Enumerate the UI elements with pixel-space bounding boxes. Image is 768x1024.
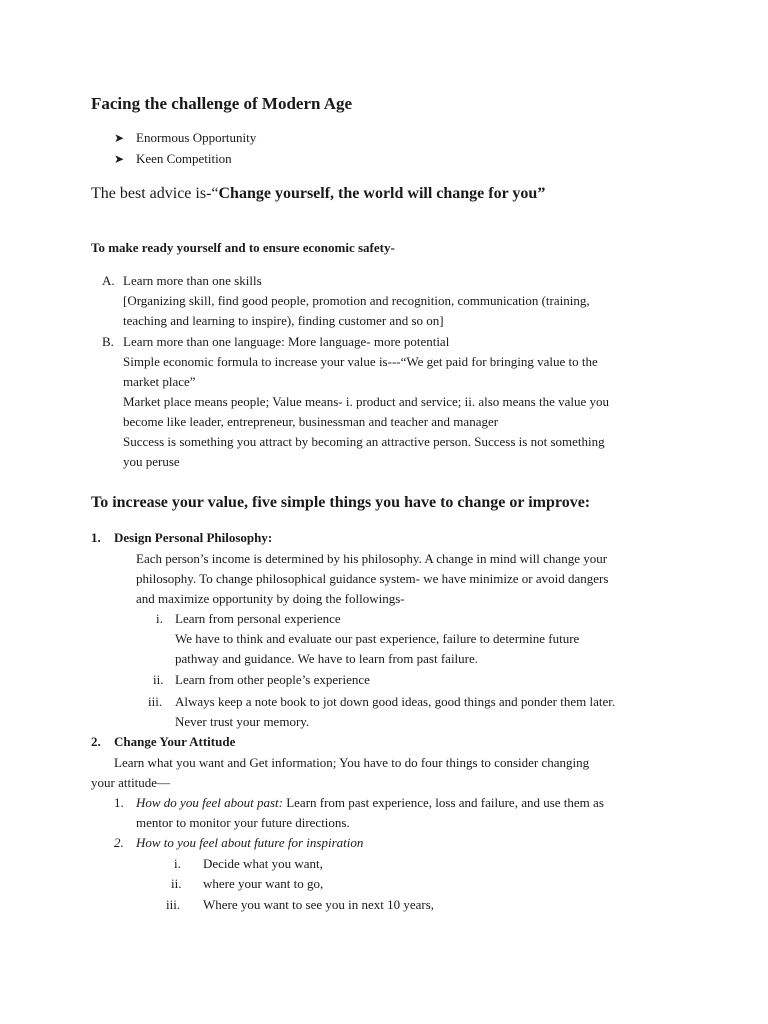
roman-marker: i. bbox=[156, 611, 163, 626]
list-marker: 1. bbox=[91, 530, 101, 545]
sub-sub-item: where your want to go, bbox=[203, 876, 324, 891]
paragraph-line: your attitude— bbox=[91, 775, 171, 790]
advice-quote: Change yourself, the world will change for you” bbox=[218, 185, 546, 202]
list-marker: 1. bbox=[114, 795, 124, 810]
paragraph-line: philosophy. To change philosophical guidance system- we have minimize or avoid dangers bbox=[136, 571, 609, 586]
section-heading: To increase your value, five simple things you have to change or improve: bbox=[91, 494, 591, 511]
arrow-bullet-icon: ➤ bbox=[114, 152, 125, 166]
paragraph-line: Learn what you want and Get information; You have to do four things to consider changing bbox=[114, 755, 590, 770]
sub-item-line: mentor to monitor your future directions. bbox=[136, 815, 350, 830]
sub-item-line: Learn from other people’s experience bbox=[175, 672, 370, 687]
list-item-line: [Organizing skill, find good people, promotion and recognition, communication (training, bbox=[123, 293, 590, 308]
roman-marker: iii. bbox=[166, 897, 181, 912]
item-title: Design Personal Philosophy: bbox=[114, 530, 273, 545]
sub-sub-item: Decide what you want, bbox=[203, 856, 323, 871]
advice-prefix: The best advice is-“ bbox=[91, 185, 219, 202]
sub-item-line bbox=[136, 795, 604, 811]
paragraph-line: and maximize opportunity by doing the followings- bbox=[136, 591, 405, 606]
italic-lead: How do you feel about past: bbox=[136, 795, 283, 810]
sub-item-line: pathway and guidance. We have to learn from past failure. bbox=[175, 651, 479, 666]
list-marker: A. bbox=[102, 273, 115, 288]
list-item-line: Simple economic formula to increase your value is---“We get paid for bringing value to the bbox=[123, 354, 598, 369]
list-item-line: Market place means people; Value means- i. product and service; ii. also means the value you bbox=[123, 394, 610, 409]
list-marker: 2. bbox=[91, 734, 101, 749]
bullet-item: Enormous Opportunity bbox=[136, 130, 257, 145]
list-item-line: Learn more than one skills bbox=[123, 273, 262, 288]
roman-marker: i. bbox=[174, 856, 181, 871]
section-heading: To make ready yourself and to ensure economic safety- bbox=[91, 240, 395, 255]
arrow-bullet-icon: ➤ bbox=[114, 131, 125, 145]
paragraph-line: Each person’s income is determined by his philosophy. A change in mind will change your bbox=[136, 551, 608, 566]
sub-sub-item: Where you want to see you in next 10 years, bbox=[203, 897, 435, 912]
item-title: Change Your Attitude bbox=[114, 734, 236, 749]
sub-item-line: How to you feel about future for inspiration bbox=[136, 835, 364, 850]
list-marker: B. bbox=[102, 334, 114, 349]
list-item-line: Learn more than one language: More language- more potential bbox=[123, 334, 450, 349]
advice-line bbox=[91, 185, 545, 203]
list-item-line: you peruse bbox=[123, 454, 180, 469]
list-item-line: Success is something you attract by becoming an attractive person. Success is not something bbox=[123, 434, 605, 449]
page-title: Facing the challenge of Modern Age bbox=[91, 94, 353, 113]
sub-item-line: Learn from personal experience bbox=[175, 611, 341, 626]
list-marker: 2. bbox=[114, 835, 124, 850]
roman-marker: ii. bbox=[153, 672, 164, 687]
list-item-line: market place” bbox=[123, 374, 196, 389]
roman-marker: ii. bbox=[171, 876, 182, 891]
sub-item-line: Never trust your memory. bbox=[175, 714, 310, 729]
sub-item-line: Always keep a note book to jot down good ideas, good things and ponder them later. bbox=[175, 694, 616, 709]
list-item-line: teaching and learning to inspire), finding customer and so on] bbox=[123, 313, 444, 328]
sub-item-text: Learn from past experience, loss and failure, and use them as bbox=[282, 795, 604, 810]
bullet-item: Keen Competition bbox=[136, 151, 232, 166]
roman-marker: iii. bbox=[148, 694, 163, 709]
list-item-line: become like leader, entrepreneur, businessman and teacher and manager bbox=[123, 414, 499, 429]
sub-item-line: We have to think and evaluate our past experience, failure to determine future bbox=[175, 631, 580, 646]
